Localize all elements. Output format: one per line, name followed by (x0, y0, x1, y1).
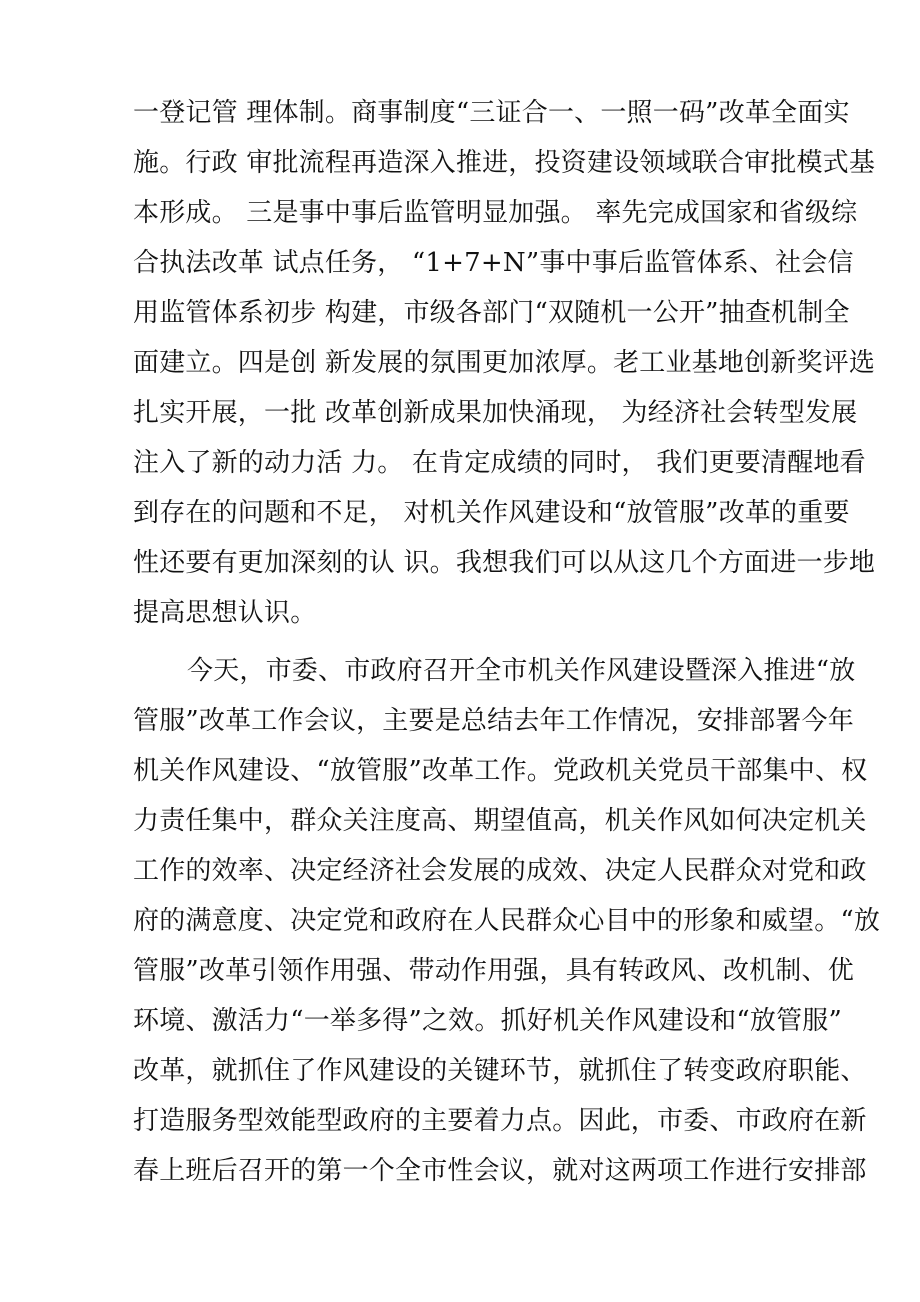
text-line: 用监管体系初步 构建，市级各部门“双随机一公开”抽查机制全 (133, 298, 850, 328)
text-line: 今天，市委、市政府召开全市机关作风建设暨深入推进“放 (187, 656, 856, 686)
text-line: 一登记管 理体制。商事制度“三证合一、一照一码”改革全面实 (133, 98, 850, 128)
text-line: 面建立。四是创 新发展的氛围更加浓厚。老工业基地创新奖评选 (133, 348, 876, 378)
text-line: 机关作风建设、“放管服”改革工作。党政机关党员干部集中、权 (133, 756, 868, 786)
text-line: 管服”改革工作会议，主要是总结去年工作情况，安排部署今年 (133, 706, 854, 736)
text-line: 改革，就抓住了作风建设的关键环节，就抓住了转变政府职能、 (133, 1056, 867, 1086)
text-line: 性还要有更加深刻的认 识。我想我们可以从这几个方面进一步地 (133, 548, 876, 578)
text-line: 环境、激活力“一举多得”之效。抓好机关作风建设和“放管服” (133, 1006, 842, 1036)
text-line: 提高思想认识。 (133, 598, 317, 628)
text-line: 注入了新的动力活 力。 在肯定成绩的同时， 我们更要清醒地看 (133, 448, 866, 478)
text-line: 到存在的问题和不足， 对机关作风建设和“放管服”改革的重要 (133, 498, 850, 528)
text-line: 管服”改革引领作用强、带动作用强，具有转政风、改机制、优 (133, 956, 854, 986)
text-line: 工作的效率、决定经济社会发展的成效、决定人民群众对党和政 (133, 856, 867, 886)
text-line: 扎实开展，一批 改革创新成果加快涌现， 为经济社会转型发展 (133, 398, 858, 428)
text-line: 合执法改革 试点任务， “1+7+N”事中事后监管体系、社会信 (133, 248, 854, 278)
text-line: 打造服务型效能型政府的主要着力点。因此，市委、市政府在新 (133, 1106, 867, 1136)
text-line: 春上班后召开的第一个全市性会议，就对这两项工作进行安排部 (133, 1156, 867, 1186)
text-line: 本形成。 三是事中事后监管明显加强。 率先完成国家和省级综 (133, 198, 858, 228)
text-line: 施。行政 审批流程再造深入推进，投资建设领域联合审批模式基 (133, 148, 876, 178)
text-line: 府的满意度、决定党和政府在人民群众心目中的形象和威望。“放 (133, 906, 881, 936)
text-line: 力责任集中，群众关注度高、期望值高，机关作风如何决定机关 (133, 806, 867, 836)
